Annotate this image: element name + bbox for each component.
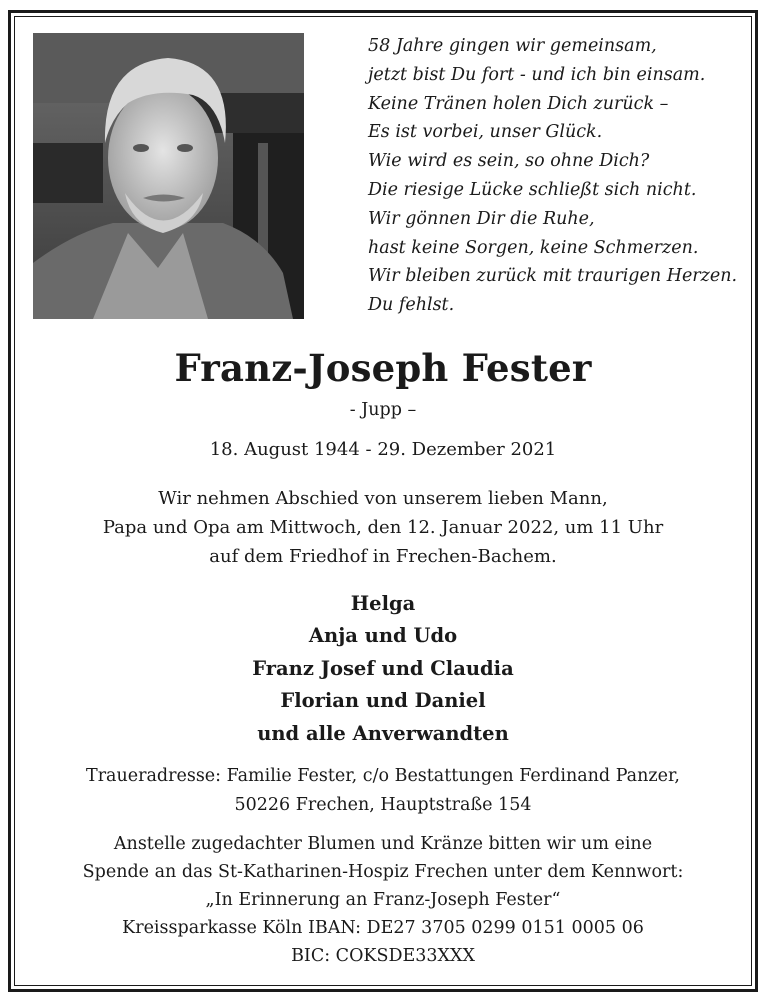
address-line: 50226 Frechen, Hauptstraße 154	[234, 795, 532, 815]
poem-line: Es ist vorbei, unser Glück.	[368, 122, 603, 143]
donation-line: Kreissparkasse Köln IBAN: DE27 3705 0299 0151 0005 06	[122, 918, 644, 938]
donation-request	[0, 830, 766, 970]
mourning-address	[0, 762, 766, 820]
mourner: Franz Josef und Claudia	[252, 656, 514, 680]
life-dates: 18. August 1944 - 29. Dezember 2021	[209, 439, 557, 460]
poem-line: 58 Jahre gingen wir gemeinsam,	[368, 36, 657, 56]
mourner: Helga	[350, 592, 416, 615]
mourner: Anja und Udo	[308, 624, 458, 648]
poem-line: Wir gönnen Dir die Ruhe,	[368, 208, 595, 229]
poem-line: Die riesige Lücke schließt sich nicht.	[368, 179, 697, 200]
poem-line: Keine Tränen holen Dich zurück –	[368, 93, 669, 114]
mourners-list	[0, 588, 766, 750]
poem-line: Wir bleiben zurück mit traurigen Herzen.	[368, 266, 738, 287]
nickname: - Jupp –	[349, 400, 417, 420]
poem-line: Wie wird es sein, so ohne Dich?	[368, 151, 650, 172]
farewell-text	[0, 484, 766, 571]
poem-line: hast keine Sorgen, keine Schmerzen.	[368, 237, 699, 258]
donation-line: „In Erinnerung an Franz-Joseph Fester“	[205, 890, 561, 910]
portrait-image	[33, 33, 304, 319]
address-line: Traueradresse: Familie Fester, c/o Bestattungen Ferdinand Panzer,	[86, 766, 680, 786]
donation-line: Spende an das St-Katharinen-Hospiz Frechen unter dem Kennwort:	[82, 862, 684, 882]
farewell-line: Wir nehmen Abschied von unserem lieben Mann,	[158, 488, 608, 509]
poem-line: jetzt bist Du fort - und ich bin einsam.	[368, 64, 706, 85]
farewell-line: auf dem Friedhof in Frechen-Bachem.	[209, 546, 557, 567]
portrait-photo	[33, 33, 304, 319]
mourner: Florian und Daniel	[280, 689, 486, 713]
donation-line: BIC: COKSDE33XXX	[291, 946, 475, 966]
deceased-name: Franz-Joseph Fester	[174, 346, 592, 390]
poem-line: Du fehlst.	[368, 295, 455, 316]
poem	[368, 32, 748, 320]
farewell-line: Papa und Opa am Mittwoch, den 12. Januar 2022, um 11 Uhr	[102, 517, 664, 538]
mourner: und alle Anverwandten	[257, 721, 509, 745]
donation-line: Anstelle zugedachter Blumen und Kränze bitten wir um eine	[113, 834, 653, 854]
